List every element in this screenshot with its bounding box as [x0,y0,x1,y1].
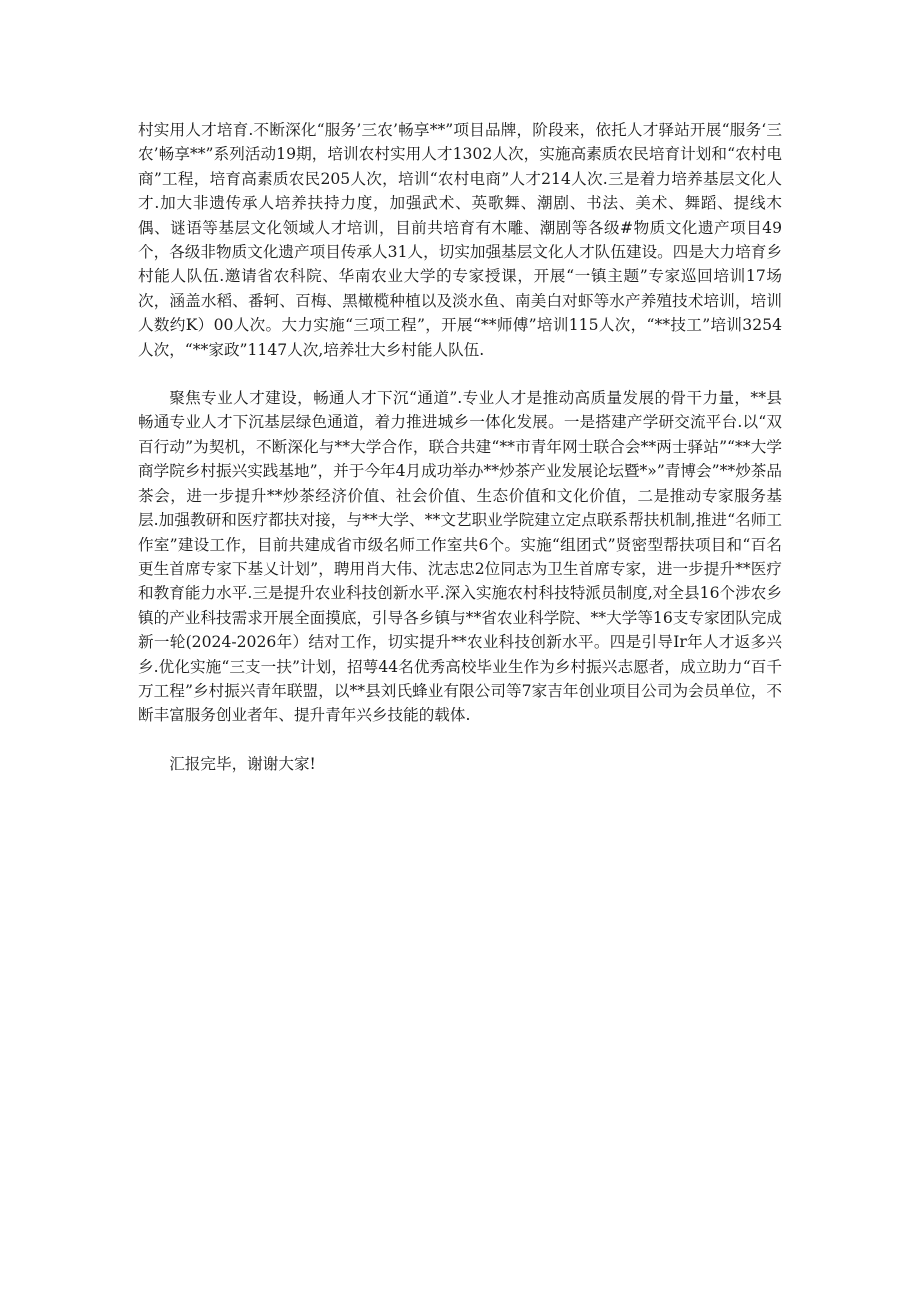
paragraph-rural-talent: 村实用人才培育.不断深化“服务’三农’畅享**”项目品牌，阶段来，依托人才驿站开展“服务‘三农’畅享**”系列活动19期，培训农村实用人才1302人次，实施高素质农民培育计划和“农村电商”工程，培育高素质农民205人次，培训“农村电商”人才214人次.三是着力培养基层文化人才.加大非遗传承人培养扶持力度，加强武术、英歌舞、潮剧、书法、美术、舞蹈、提线木偶、谜语等基层文化领域人才培训，目前共培育有木雕、潮剧等各级#物质文化遗产项目49个，各级非物质文化遗产项目传承人31人，切实加强基层文化人才队伍建设。四是大力培育乡村能人队伍.邀请省农科院、华南农业大学的专家授课，开展“一镇主题”专家巡回培训17场次，涵盖水稻、番轲、百梅、黑橄榄种植以及淡水鱼、南美白对虾等水产养殖技术培训，培训人数约K）00人次。大力实施“三项工程”，开展“**师傅”培训115人次，“**技工”培训3254人次，“**家政”1147人次,培养壮大乡村能人队伍. [138,121,782,359]
paragraph-closing: 汇报完毕，谢谢大家! [169,754,316,773]
document-page [138,118,782,800]
paragraph-professional-talent: 聚焦专业人才建设，畅通人才下沉“通道”.专业人才是推动高质量发展的骨干力量，**县畅通专业人才下沉基层绿色通道，着力推进城乡一体化发展。一是搭建产学研交流平台.以“双百行动”为契机，不断深化与**大学合作，联合共建“**市青年网士联合会**两士驿站”“**大学商学院乡村振兴实践基地”，并于今年4月成功举办**炒茶产业发展论坛暨*»”青博会”**炒茶品茶会，进一步提升**炒茶经济价值、社会价值、生态价值和文化价值，二是推动专家服务基层.加强教研和医疗都扶对接，与**大学、**文艺职业学院建立定点联系帮扶机制,推进“名师工作室”建设工作，目前共建成省市级名师工作室共6个。实施“组团式”贤密型帮扶项目和“百名更生首席专家下基乂计划”，聘用肖大伟、沈志忠2位同志为卫生首席专家，进一步提升**医疗和教育能力水平.三是提升农业科技创新水平.深入实施农村科技特派员制度,对全县16个涉农乡镇的产业科技需求开展全面摸底，引导各乡镇与**省农业科学院、**大学等16支专家团队完成新一轮(2024-2026年）结对工作，切实提升**农业科技创新水平。四是引导Ir年人才返多兴乡.优化实施“三支一扶”计划，招萼44名优秀高校毕业生作为乡村振兴志愿者，成立助力“百千万工程”乡村振兴青年联盟，以**县刘氏蜂业有限公司等7家吉年创业项目公司为会员单位，不断丰富服务创业者年、提升青年兴乡技能的载体. [138,389,782,725]
